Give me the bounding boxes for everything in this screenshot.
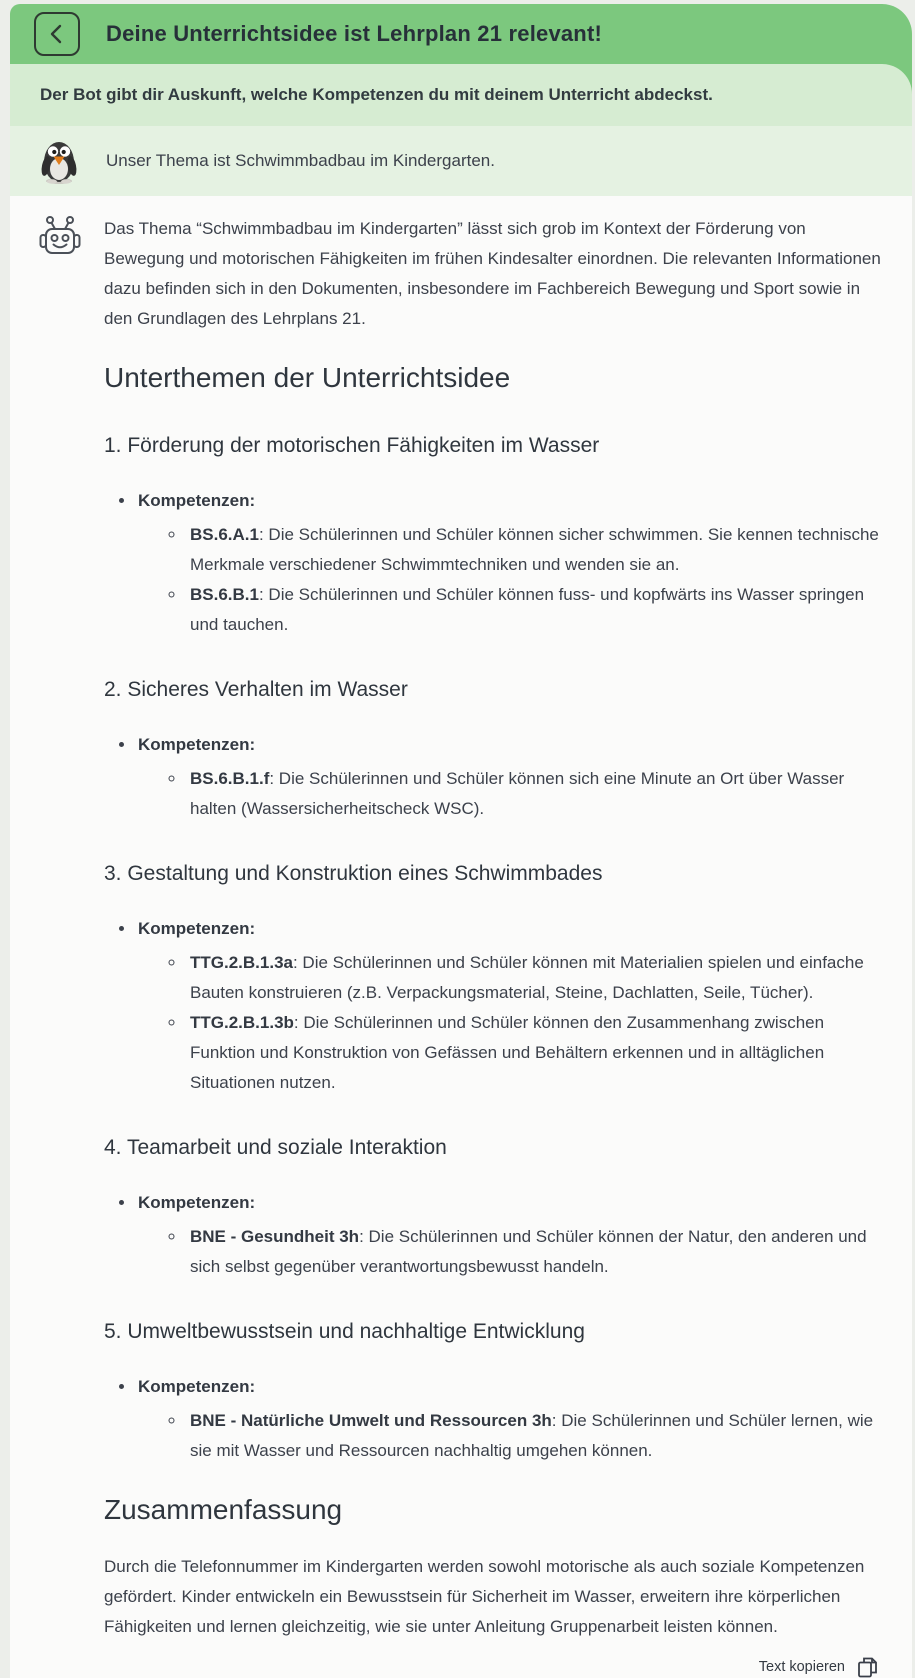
sections bbox=[104, 396, 882, 1466]
kompetenzen-label: Kompetenzen: bbox=[138, 1377, 256, 1396]
competency-item bbox=[186, 580, 882, 640]
competency-sublist bbox=[138, 1222, 882, 1282]
competency-sublist bbox=[138, 948, 882, 1098]
copy-text-button[interactable] bbox=[759, 1654, 880, 1678]
competency-code: BNE - Natürliche Umwelt und Ressourcen 3h bbox=[190, 1411, 552, 1430]
back-button[interactable] bbox=[34, 12, 80, 56]
competency-item bbox=[186, 948, 882, 1008]
chevron-left-icon bbox=[46, 22, 68, 46]
user-message-row bbox=[10, 126, 912, 196]
competency-item bbox=[186, 520, 882, 580]
copy-icon bbox=[855, 1654, 880, 1678]
section-heading: 1. Förderung der motorischen Fähigkeiten im Wasser bbox=[104, 434, 600, 457]
robot-icon bbox=[38, 214, 82, 260]
bot-message-content bbox=[104, 212, 882, 1678]
competency-item bbox=[186, 1008, 882, 1098]
competency-code: BNE - Gesundheit 3h bbox=[190, 1227, 360, 1246]
user-message-text: Unser Thema ist Schwimmbadbau im Kindergarten. bbox=[106, 151, 495, 170]
summary-paragraph: Durch die Telefonnummer im Kindergarten werden sowohl motorische als auch soziale Kompetenzen gefördert. Kinder entwickeln ein Bewusstsein für Sicherheit im Wasser, erweitern ihre körperlichen Fähigkeiten und lernen gleichzeitig, wie sie unter Anleitung Gruppenarbeit leisten können. bbox=[104, 1557, 865, 1636]
competency-text: : Die Schülerinnen und Schüler können sicher schwimmen. Sie kennen technische Merkmale verschiedener Schwimmtechniken und wenden sie an. bbox=[190, 525, 879, 574]
competency-item bbox=[186, 1222, 882, 1282]
kompetenzen-list-item bbox=[136, 1188, 882, 1282]
section-heading: 3. Gestaltung und Konstruktion eines Schwimmbades bbox=[104, 862, 603, 885]
competency-text: : Die Schülerinnen und Schüler können fuss- und kopfwärts ins Wasser springen und tauchen. bbox=[190, 585, 865, 634]
kompetenzen-list-item bbox=[136, 1372, 882, 1466]
competency-code: TTG.2.B.1.3b bbox=[190, 1013, 294, 1032]
kompetenzen-list-item bbox=[136, 914, 882, 1098]
competency-text: : Die Schülerinnen und Schüler können sich eine Minute an Ort über Wasser halten (Wassersicherheitscheck WSC). bbox=[190, 769, 845, 818]
competency-sublist bbox=[138, 520, 882, 640]
kompetenzen-label: Kompetenzen: bbox=[138, 735, 256, 754]
kompetenzen-list-item bbox=[136, 730, 882, 824]
kompetenzen-list bbox=[104, 486, 882, 640]
kompetenzen-list bbox=[104, 730, 882, 824]
competency-code: BS.6.A.1 bbox=[190, 525, 259, 544]
competency-text: : Die Schülerinnen und Schüler können den Zusammenhang zwischen Funktion und Konstruktion von Gefässen und Behältern erkennen und in alltäglichen Situationen nutzen. bbox=[190, 1013, 825, 1092]
summary-heading: Zusammenfassung bbox=[104, 1494, 343, 1525]
competency-text: : Die Schülerinnen und Schüler lernen, wie sie mit Wasser und Ressourcen nachhaltig umgehen können. bbox=[190, 1411, 874, 1460]
section-heading: 5. Umweltbewusstsein und nachhaltige Entwicklung bbox=[104, 1320, 585, 1343]
kompetenzen-label: Kompetenzen: bbox=[138, 491, 256, 510]
footer-row bbox=[104, 1642, 882, 1678]
kompetenzen-label: Kompetenzen: bbox=[138, 919, 256, 938]
kompetenzen-list bbox=[104, 1188, 882, 1282]
page-title: Deine Unterrichtsidee ist Lehrplan 21 relevant! bbox=[106, 21, 602, 46]
subtopics-heading: Unterthemen der Unterrichtsidee bbox=[104, 362, 511, 393]
kompetenzen-label: Kompetenzen: bbox=[138, 1193, 256, 1212]
competency-sublist bbox=[138, 764, 882, 824]
section-heading: 2. Sicheres Verhalten im Wasser bbox=[104, 678, 408, 701]
competency-item bbox=[186, 1406, 882, 1466]
competency-text: : Die Schülerinnen und Schüler können mit Materialien spielen und einfache Bauten konstruieren (z.B. Verpackungsmaterial, Steine, Dachlatten, Seile, Tücher). bbox=[190, 953, 864, 1002]
header-bar bbox=[10, 4, 912, 64]
competency-sublist bbox=[138, 1406, 882, 1466]
bot-message-area bbox=[10, 196, 912, 1678]
kompetenzen-list bbox=[104, 914, 882, 1098]
competency-code: BS.6.B.1.f bbox=[190, 769, 270, 788]
kompetenzen-list-item bbox=[136, 486, 882, 640]
section-heading: 4. Teamarbeit und soziale Interaktion bbox=[104, 1136, 447, 1159]
subheader-band bbox=[10, 64, 912, 126]
bot-intro-paragraph: Das Thema “Schwimmbadbau im Kindergarten” lässt sich grob im Kontext der Förderung von Bewegung und motorischen Fähigkeiten im frühen Kindesalter einordnen. Die relevanten Informationen dazu befinden sich in den Dokumenten, insbesondere im Fachbereich Bewegung und Sport sowie in den Grundlagen des Lehrplans 21. bbox=[104, 219, 881, 328]
penguin-avatar bbox=[38, 138, 80, 184]
competency-item bbox=[186, 764, 882, 824]
copy-text-label: Text kopieren bbox=[758, 1659, 845, 1675]
competency-code: TTG.2.B.1.3a bbox=[190, 953, 293, 972]
competency-text: : Die Schülerinnen und Schüler können der Natur, den anderen und sich selbst gegenüber verantwortungsbewusst handeln. bbox=[190, 1227, 867, 1276]
subheader-text: Der Bot gibt dir Auskunft, welche Kompetenzen du mit deinem Unterricht abdeckst. bbox=[40, 85, 713, 104]
subheader-wrap bbox=[10, 64, 912, 126]
kompetenzen-list bbox=[104, 1372, 882, 1466]
competency-code: BS.6.B.1 bbox=[190, 585, 259, 604]
